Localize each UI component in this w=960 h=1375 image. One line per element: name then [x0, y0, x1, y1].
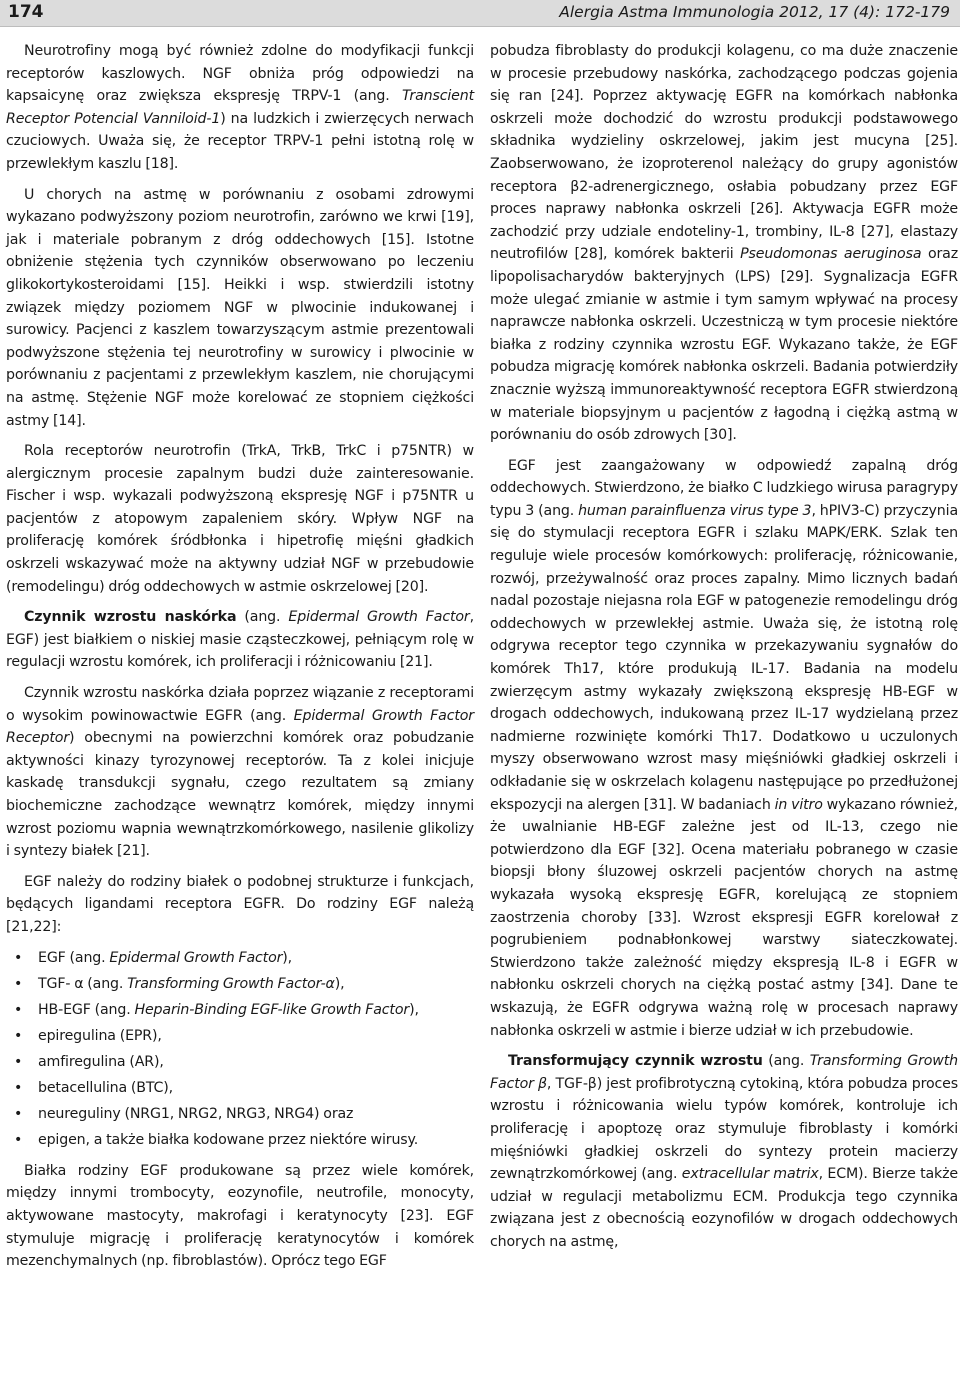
paragraph-egf-definition: [6, 606, 474, 674]
list-item: [38, 999, 474, 1022]
text-run: Epidermal Growth Factor: [109, 949, 283, 966]
right-column: [490, 40, 958, 1261]
text-run: Epidermal Growth Factor Receptor: [6, 707, 474, 747]
paragraph-egf-production: [6, 1160, 474, 1273]
list-item: [38, 973, 474, 996]
paragraph-asthma-neurotrophin-levels: [6, 184, 474, 433]
text-run: U chorych na astmę w porównaniu z osobami zdrowymi wykazano podwyższony poziom neurotrofin, zarówno we krwi [19], jak i materiale pobranym z dróg oddechowych [15]. Istotne obniżenie stężenia tych czynników obserwowano po leczeniu glikokortykosteroidami [15]. Heikki i wsp. stwierdzili istotny związek między poziomem NGF w plwocinie indukowanej i surowicy. Pacjenci z kaszlem towarzyszącym astmie prezentowali podwyższone stężenia tej neurotrofiny w surowicy i plwocinie w porównaniu z pacjentami z przewlekłym kaszlem, nie chorującymi na astmę. Stężenie NGF może korelować ze stopniem ciężkości astmy [14].: [6, 186, 474, 429]
list-item: [38, 1103, 474, 1126]
text-run: Pseudomonas aeruginosa: [740, 246, 922, 263]
text-run: EGF (ang.: [38, 949, 110, 966]
list-item: [38, 1025, 474, 1048]
text-run: (ang.: [762, 1053, 810, 1070]
page-number: 174: [8, 2, 44, 22]
text-run: amfiregulina (AR),: [38, 1053, 164, 1070]
text-run: TGF- α (ang.: [38, 975, 128, 992]
left-column: [6, 40, 474, 1281]
text-run: ) obecnymi na powierzchni komórek oraz pobudzanie aktywności kinazy tyrozynowej receptorów. Ta z kolei inicjuje kaskadę transdukcji sygnału, czego rezultatem są zmiany biochemiczne zachodzące wewnątrz komórek, między innymi wzrost poziomu wapnia wewnątrzkomórkowego, nasilenie glikolizy i syntezy białek [21].: [6, 730, 474, 860]
text-run: Rola receptorów neurotrofin (TrkA, TrkB, TrkC i p75NTR) w alergicznym procesie zapalnym budzi duże zainteresowanie. Fischer i wsp. wykazali podwyższoną ekspresję NGF i p75NTR u pacjentów z atopowym zapaleniem skóry. Wpływ NGF na proliferację komórek śródbłonka i hipetrofię mięśni gładkich oskrzeli wskazywać może na aktywny udział NGF w przebudowie (remodelingu) dróg oddechowych w astmie oskrzelowej [20].: [6, 443, 474, 595]
text-run: Transformujący czynnik wzrostu: [508, 1053, 763, 1070]
text-run: Transforming Growth Factor β: [490, 1053, 958, 1092]
paragraph-egf-inflammation: [490, 455, 958, 1042]
text-run: Czynnik wzrostu naskórka działa poprzez wiązanie z receptorami o wysokim powinowactwie EGFR (ang.: [6, 685, 474, 724]
paragraph-egf-functions: [490, 40, 958, 447]
list-item: [38, 1077, 474, 1100]
text-run: Białka rodziny EGF produkowane są przez wiele komórek, między innymi trombocyty, eozynofile, neutrofile, monocyty, aktywowane mastocyty, makrofagi i keratynocyty [23]. EGF stymuluje migrację i proliferację keratynocytów i komórek mezenchymalnych (np. fibroblastów). Oprócz tego EGF: [6, 1162, 474, 1270]
text-run: Transcient Receptor Potencial Vanniloid-1: [6, 88, 474, 127]
text-run: , EGF) jest białkiem o niskiej masie cząsteczkowej, pełniącym rolę w regulacji wzrostu komórek, ich proliferacji i różnicowaniu [21].: [6, 609, 474, 671]
text-run: oraz lipopolisacharydów bakteryjnych (LPS) [29]. Sygnalizacja EGFR może ulegać zmianie w astmie i tym samym wpływać na procesy naprawcze nabłonka oskrzeli. Uczestniczą w tym procesie niektóre białka z rodziny czynnika wzrostu EGF. Wykazano także, że EGF pobudza migrację komórek nabłonka oskrzeli. Badania potwierdziły znacznie wyższą immunoreaktywność receptora EGFR stwierdzoną w materiale biopsyjnym u pacjentów z łagodną i ciężką astmą w porównaniu do osób zdrowych [30].: [490, 246, 958, 444]
paragraph-neurotrophins-cough: [6, 40, 474, 176]
text-run: ),: [409, 1001, 419, 1018]
text-run: pobudza fibroblasty do produkcji kolagenu, co ma duże znaczenie w procesie przebudowy naskórka, zachodzącego podczas gojenia się ran [24]. Poprzez aktywację EGFR na komórkach nabłonka oskrzeli może dochodzić do wzrostu produkcji podstawowego składnika wydzieliny oskrzelowej, jakim jest mucyna [25]. Zaobserwowano, że izoproterenol należący do grupy agonistów receptora β2-adrenergicznego, osłabia pobudzany przez EGF proces naprawy nabłonka oskrzeli [26]. Aktywacja EGFR może zachodzić przy udziale endoteliny-1, trombiny, IL-8 [27], elastazy neutrofilów [28], komórek bakterii: [490, 43, 958, 263]
text-run: Transforming Growth Factor-α: [127, 975, 335, 992]
text-run: , hPIV3-C) przyczynia się do stymulacji receptora EGFR i szlaku MAPK/ERK. Szlak ten reguluje wiele procesów komórkowych: proliferację, różnicowanie, rozwój, przeżywalność oraz proces zapalny. Mimo licznych badań nadal pozostaje niejasna rola EGF w patogenezie remodelingu dróg oddechowych w przewlekłej astmie. Uważa się, że istotną rolę odgrywa receptor tego czynnika w przekazywaniu sygnałów do komórek Th17, które produkują IL-17. Badania na modelu zwierzęcym astmy wykazały zwiększoną ekspresję HB-EGF w drogach oddechowych, indukowaną przez IL-17 wydzielaną przez nadmierne rozwinięte komórki Th17. Dodatkowo u uczulonych myszy obserwowano wzrost masy mięśniówki gładkiej oskrzeli i odkładanie się w oskrzelach kolagenu następujące po przedłużonej ekspozycji na alergen [31]. W badaniach: [490, 502, 958, 813]
page-header: [0, 0, 960, 27]
text-run: epiregulina (EPR),: [38, 1027, 162, 1044]
journal-citation: Alergia Astma Immunologia 2012, 17 (4): 172-179: [559, 3, 950, 21]
egf-family-list: [6, 947, 474, 1152]
text-run: ),: [282, 949, 293, 966]
paragraph-egf-family: [6, 871, 474, 939]
text-run: Heparin-Binding EGF-like Growth Factor: [134, 1001, 410, 1018]
list-item: [38, 1051, 474, 1074]
list-item: [38, 1129, 474, 1152]
text-run: HB-EGF (ang.: [38, 1001, 135, 1018]
text-run: EGF należy do rodziny białek o podobnej strukturze i funkcjach, będących ligandami receptora EGFR. Do rodziny EGF należą [21,22]:: [6, 873, 474, 935]
paragraph-neurotrophin-receptors: [6, 440, 474, 598]
text-run: epigen, a także białka kodowane przez niektóre wirusy.: [38, 1132, 419, 1149]
text-run: Neurotrofiny mogą być również zdolne do modyfikacji funkcji receptorów kaszlowych. NGF obniża próg odpowiedzi na kapsaicynę oraz zwiększa ekspresję TRPV-1 (ang.: [6, 43, 474, 105]
text-run: Czynnik wzrostu naskórka: [24, 609, 237, 626]
text-run: ) na ludzkich i zwierzęcych nerwach czuciowych. Uważa się, że receptor TRPV-1 pełni istotną rolę w przewlekłym kaszlu [18].: [6, 110, 474, 172]
paragraph-tgf-beta: [490, 1050, 958, 1253]
text-run: EGF jest zaangażowany w odpowiedź zapalną dróg oddechowych. Stwierdzono, że białko C ludzkiego wirusa paragrypy typu 3 (ang.: [490, 457, 958, 519]
text-run: Epidermal Growth Factor: [288, 609, 470, 626]
text-run: extracellular matrix: [681, 1166, 819, 1183]
text-run: (ang.: [236, 609, 289, 626]
text-run: neureguliny (NRG1, NRG2, NRG3, NRG4) oraz: [38, 1106, 354, 1123]
paragraph-egf-receptor: [6, 682, 474, 863]
text-run: in vitro: [774, 796, 823, 813]
text-run: betacellulina (BTC),: [38, 1080, 174, 1097]
text-run: ),: [334, 975, 345, 992]
text-run: , TGF-β) jest profibrotyczną cytokiną, która pobudza proces wzrostu i różnicowania wielu typów komórek, kontroluje ich proliferację i apoptozę oraz stymuluje fibroblasty i komórki mięśniówki gładkiej oskrzeli do syntezy protein macierzy zewnątrzkomórkowej (ang.: [490, 1075, 958, 1183]
text-run: wykazano również, że uwalnianie HB-EGF zależne jest od IL-13, czego nie potwierdzono dla EGF [32]. Ocena materiału pobranego w czasie biopsji błony śluzowej oskrzeli pacjentów chorych na astmę wykazała wysoką ekspresję EGFR, korelującą ze stopniem zaostrzenia choroby [33]. Wzrost ekspresji EGFR korelował z pogrubieniem podnabłonkowej warstwy siateczkowatej. Stwierdzono także zależność między ekspresją IL-8 i EGFR w nabłonku oskrzeli chorych na ciężką postać astmy [34]. Dane te wskazują, że EGFR odgrywa ważną rolę w procesach naprawy nabłonka oskrzeli w astmie i bierze udział w ich przebudowie.: [490, 796, 959, 1039]
text-run: , ECM). Bierze także udział w regulacji metabolizmu ECM. Produkcja tego czynnika związana jest z obecnością eozynofilów w drogach oddechowych chorych na astmę,: [490, 1166, 958, 1250]
text-run: human parainfluenza virus type 3: [578, 502, 812, 519]
list-item: [38, 947, 474, 970]
